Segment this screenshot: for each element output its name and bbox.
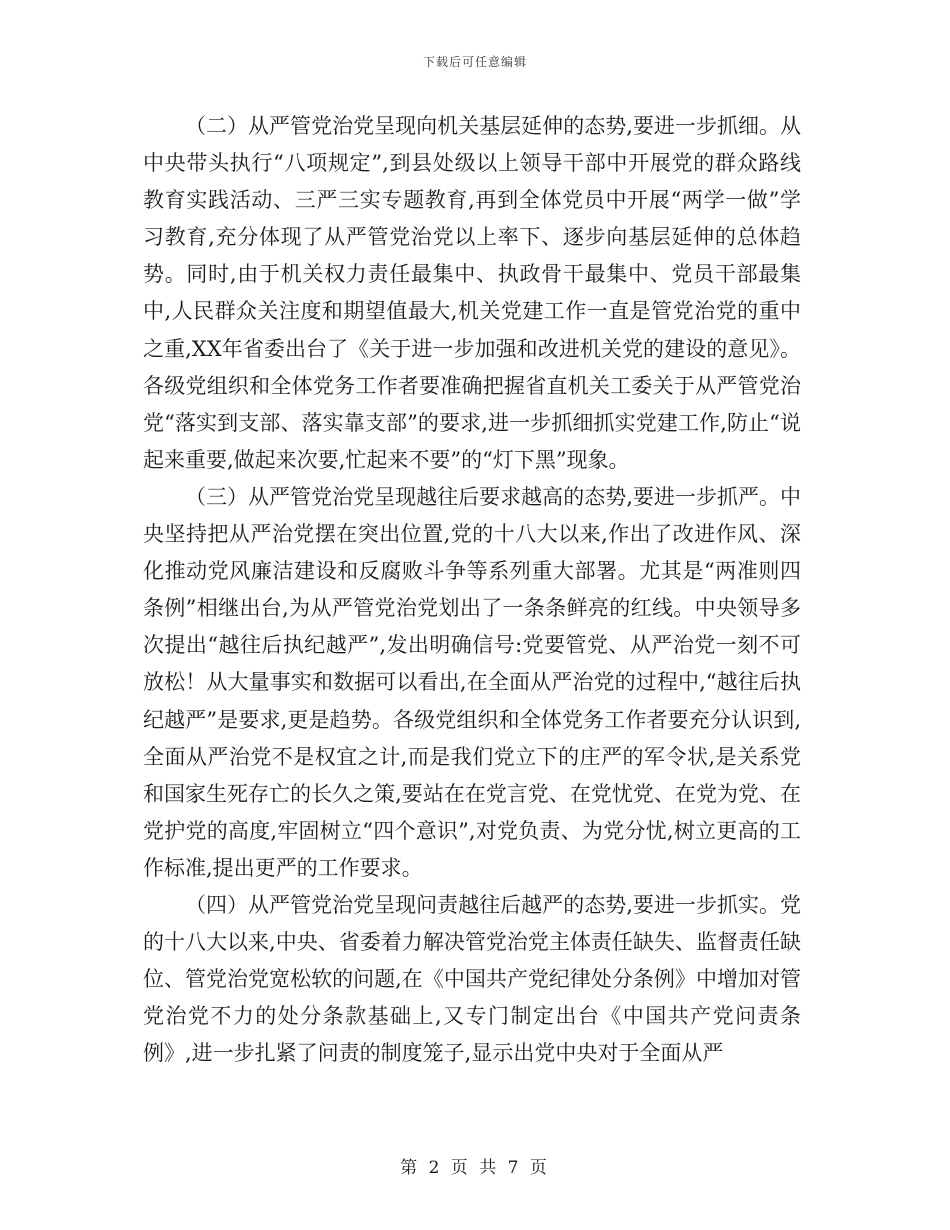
page-number-footer: 第 2 页 共 7 页: [400, 1158, 550, 1178]
paragraph-section-4: （四）从严管党治党呈现问责越往后越严的态势,要进一步抓实。党的十八大以来,中央、省委着力解决管党治党主体责任缺失、监督责任缺位、管党治党宽松软的问题,在《中国共产党纪律处分条例》中增加对管党治党不力的处分条款基础上,又专门制定出台《中国共产党问责条例》,进一步扎紧了问责的制度笼子,显示出党中央对于全面从严: [143, 892, 801, 1066]
document-body: [143, 108, 801, 1072]
paragraph-section-3: （三）从严管党治党呈现越往后要求越高的态势,要进一步抓严。中央坚持把从严治党摆在突出位置,党的十八大以来,作出了改进作风、深化推动党风廉洁建设和反腐败斗争等系列重大部署。尤其是“两准则四条例”相继出台,为从严管党治党划出了一条条鲜亮的红线。中央领导多次提出“越往后执纪越严”,发出明确信号:党要管党、从严治党一刻不可放松！从大量事实和数据可以看出,在全面从严治党的过程中,“越往后执纪越严”是要求,更是趋势。各级党组织和全体党务工作者要充分认识到,全面从严治党不是权宜之计,而是我们党立下的庄严的军令状,是关系党和国家生死存亡的长久之策,要站在在党言党、在党忧党、在党为党、在党护党的高度,牢固树立“四个意识”,对党负责、为党分忧,树立更高的工作标准,提出更严的工作要求。: [143, 484, 801, 880]
paragraph-section-2: （二）从严管党治党呈现向机关基层延伸的态势,要进一步抓细。从中央带头执行“八项规定”,到县处级以上领导干部中开展党的群众路线教育实践活动、三严三实专题教育,再到全体党员中开展“两学一做”学习教育,充分体现了从严管党治党以上率下、逐步向基层延伸的总体趋势。同时,由于机关权力责任最集中、执政骨干最集中、党员干部最集中,人民群众关注度和期望值最大,机关党建工作一直是管党治党的重中之重,XX年省委出台了《关于进一步加强和改进机关党的建设的意见》。各级党组织和全体党务工作者要准确把握省直机关工委关于从严管党治党“落实到支部、落实靠支部”的要求,进一步抓细抓实党建工作,防止“说起来重要,做起来次要,忙起来不要”的“灯下黑”现象。: [143, 114, 801, 472]
page-header-note: 下载后可任意编辑: [422, 55, 527, 69]
